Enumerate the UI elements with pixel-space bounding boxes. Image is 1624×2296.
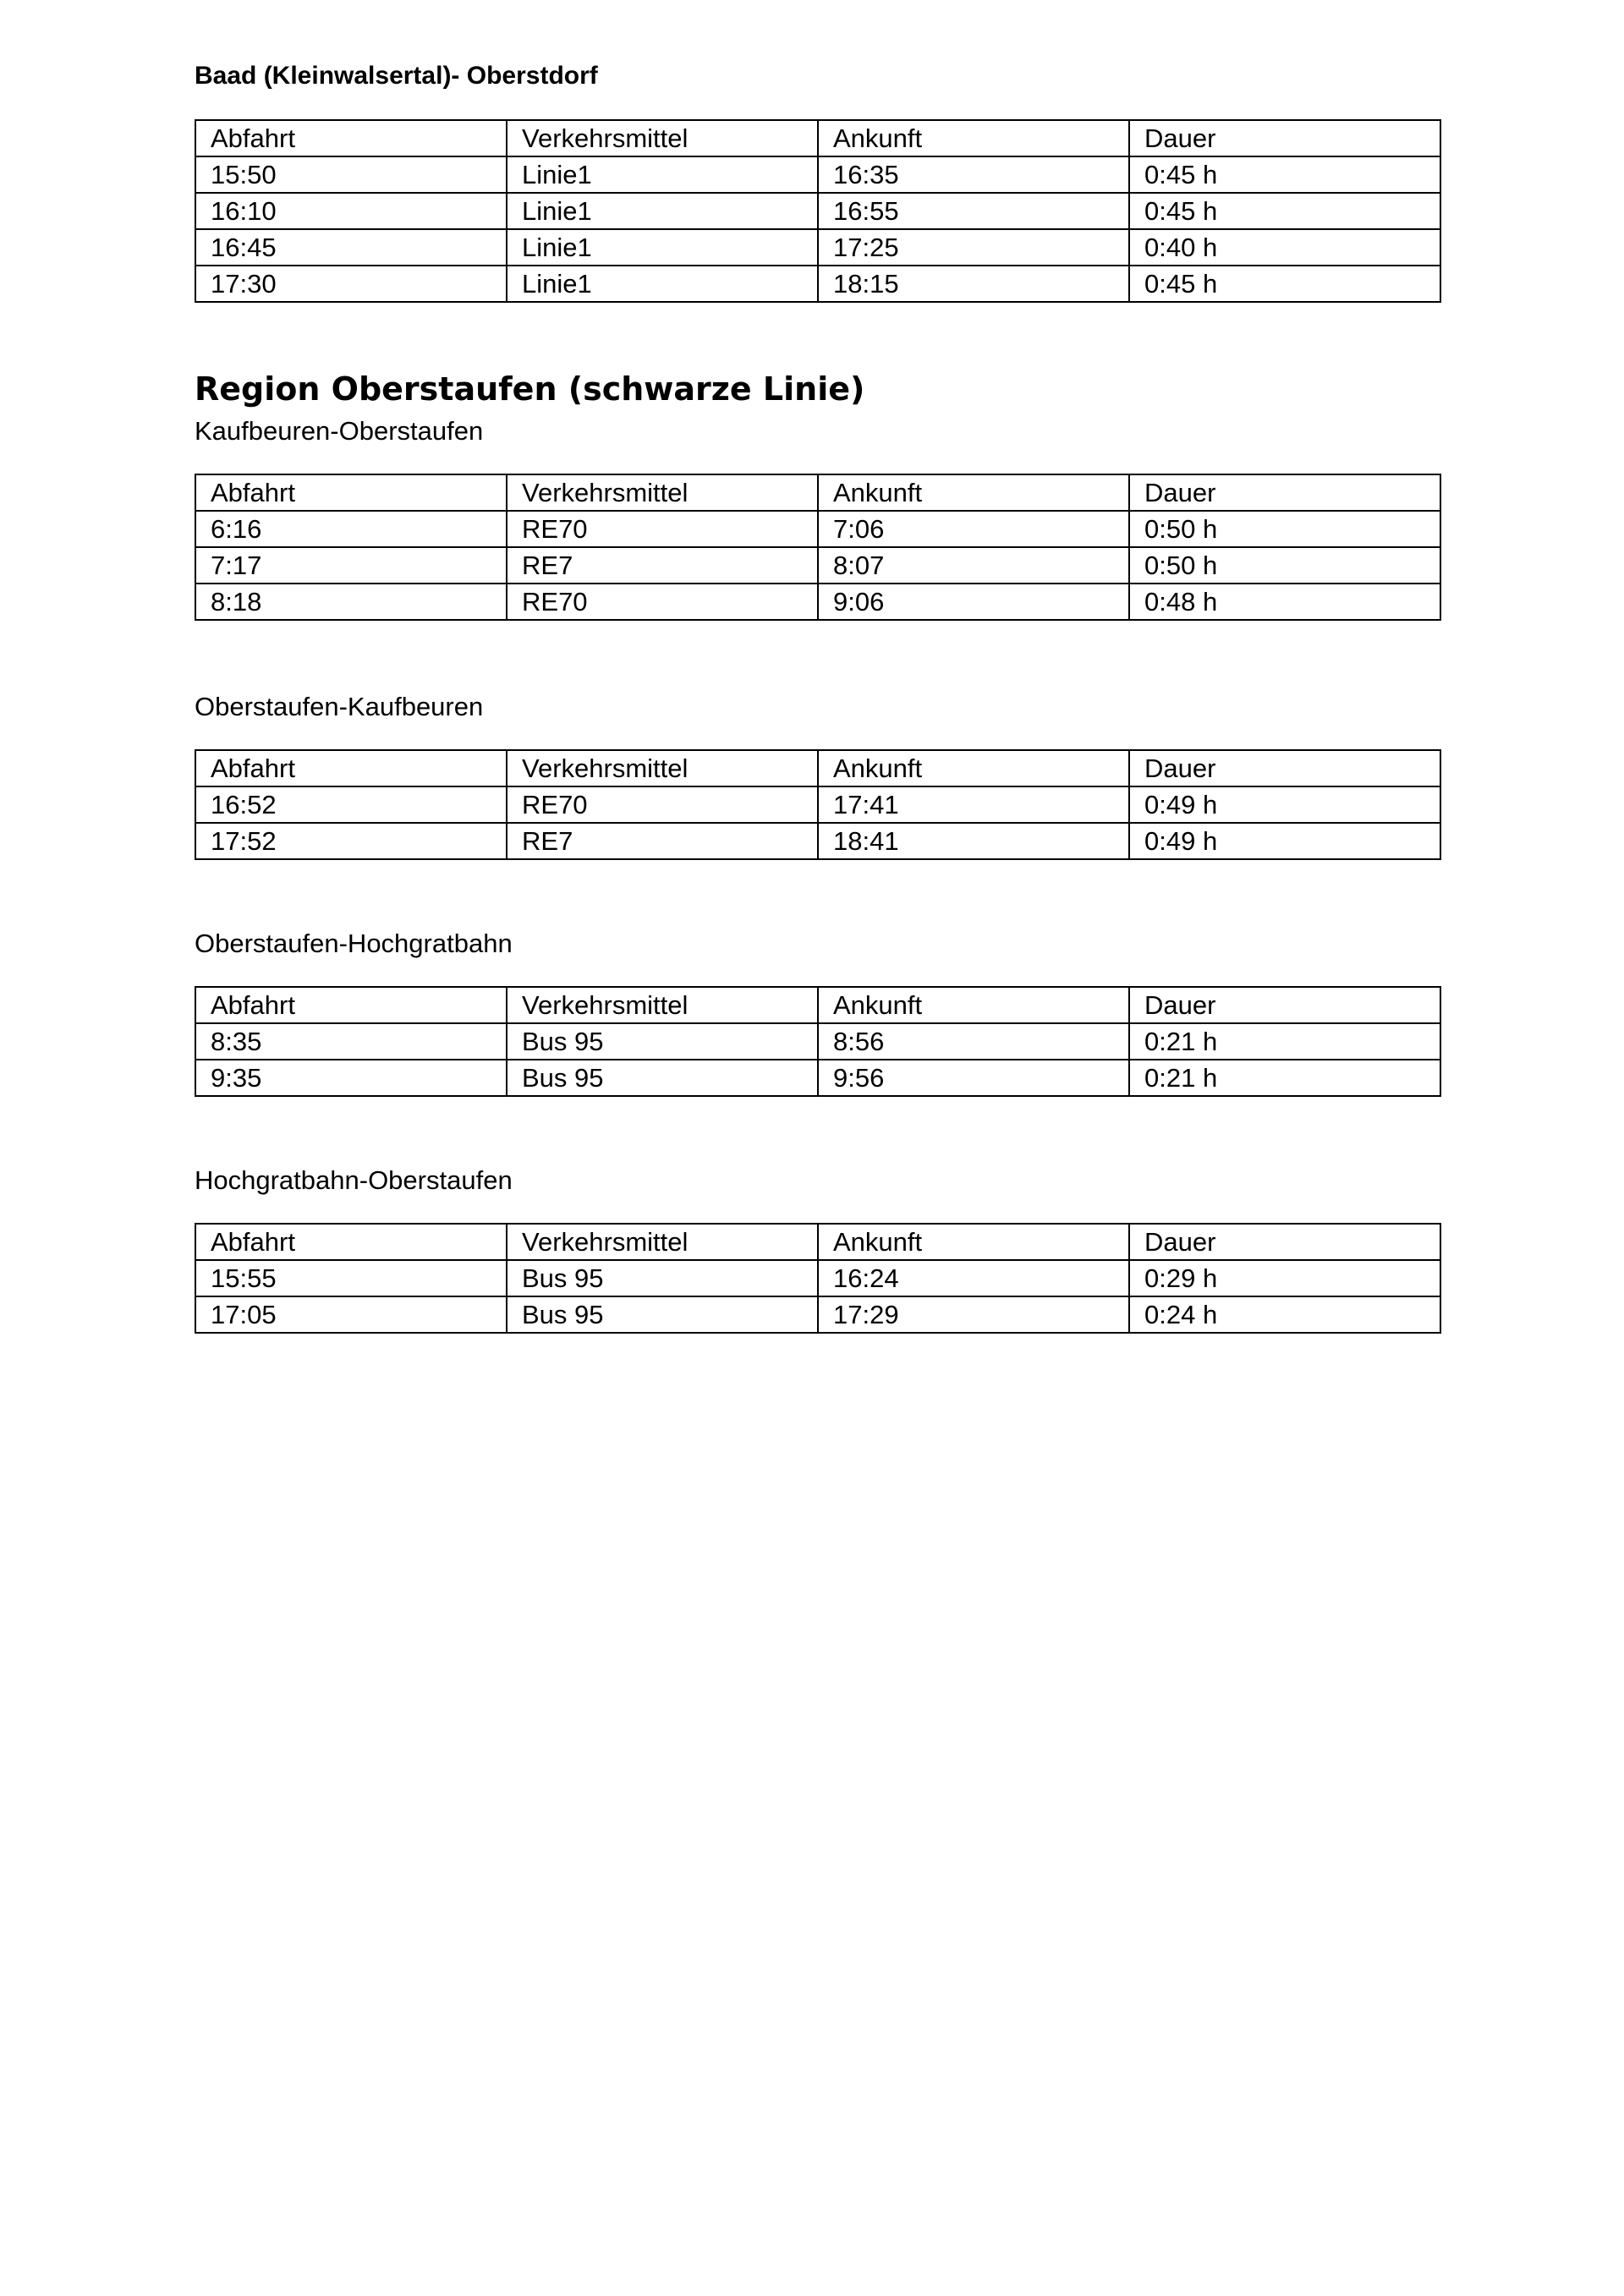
table-row [195, 1260, 1440, 1296]
table-cell: Bus 95 [507, 1296, 818, 1333]
header-cell-verkehrsmittel: Verkehrsmittel [507, 750, 818, 786]
table-cell: 8:35 [195, 1023, 507, 1060]
table-cell: 15:50 [195, 156, 507, 193]
table-cell: 16:24 [818, 1260, 1129, 1296]
table-row [195, 1296, 1440, 1333]
table-cell: 0:48 h [1129, 584, 1440, 620]
timetable-hochgratbahn-oberstaufen [195, 1223, 1441, 1334]
table-cell: 16:52 [195, 786, 507, 823]
table-row [195, 156, 1440, 193]
table-cell: 6:16 [195, 511, 507, 547]
table-cell: 9:06 [818, 584, 1129, 620]
table-cell: 17:52 [195, 823, 507, 859]
table-row [195, 547, 1440, 584]
table-row [195, 1023, 1440, 1060]
timetable-baad-oberstdorf [195, 119, 1441, 303]
table-cell: 18:15 [818, 266, 1129, 302]
table-cell: Bus 95 [507, 1023, 818, 1060]
table-cell: 0:49 h [1129, 823, 1440, 859]
table-row [195, 786, 1440, 823]
table-row [195, 266, 1440, 302]
table-cell: 16:10 [195, 193, 507, 229]
table-cell: RE70 [507, 584, 818, 620]
header-cell-dauer: Dauer [1129, 474, 1440, 511]
header-cell-ankunft: Ankunft [818, 750, 1129, 786]
header-cell-abfahrt: Abfahrt [195, 1224, 507, 1260]
header-cell-abfahrt: Abfahrt [195, 987, 507, 1023]
header-cell-ankunft: Ankunft [818, 474, 1129, 511]
table-header-row [195, 120, 1440, 156]
header-cell-dauer: Dauer [1129, 120, 1440, 156]
table-cell: Linie1 [507, 156, 818, 193]
header-cell-dauer: Dauer [1129, 987, 1440, 1023]
table-cell: 16:55 [818, 193, 1129, 229]
table-cell: 8:18 [195, 584, 507, 620]
timetable-kaufbeuren-oberstaufen [195, 474, 1441, 621]
table-cell: Bus 95 [507, 1060, 818, 1096]
section-title-oberstaufen-kaufbeuren: Oberstaufen-Kaufbeuren [195, 692, 484, 721]
table-cell: 17:30 [195, 266, 507, 302]
table-cell: 0:45 h [1129, 266, 1440, 302]
table-row [195, 193, 1440, 229]
header-cell-verkehrsmittel: Verkehrsmittel [507, 120, 818, 156]
header-cell-verkehrsmittel: Verkehrsmittel [507, 474, 818, 511]
header-cell-dauer: Dauer [1129, 750, 1440, 786]
table-cell: 0:29 h [1129, 1260, 1440, 1296]
table-cell: 8:56 [818, 1023, 1129, 1060]
table-cell: 16:35 [818, 156, 1129, 193]
table-cell: RE70 [507, 786, 818, 823]
header-cell-verkehrsmittel: Verkehrsmittel [507, 987, 818, 1023]
table-cell: 7:06 [818, 511, 1129, 547]
table-header-row [195, 474, 1440, 511]
table-cell: Linie1 [507, 229, 818, 266]
section-title-oberstaufen-hochgratbahn: Oberstaufen-Hochgratbahn [195, 929, 513, 958]
header-cell-abfahrt: Abfahrt [195, 120, 507, 156]
table-cell: 0:50 h [1129, 511, 1440, 547]
table-header-row [195, 750, 1440, 786]
table-cell: 9:56 [818, 1060, 1129, 1096]
table-cell: 15:55 [195, 1260, 507, 1296]
table-row [195, 823, 1440, 859]
table-header-row [195, 1224, 1440, 1260]
table-cell: 16:45 [195, 229, 507, 266]
table-cell: 17:29 [818, 1296, 1129, 1333]
table-cell: RE70 [507, 511, 818, 547]
region-heading: Region Oberstaufen (schwarze Linie) [195, 370, 865, 408]
header-cell-abfahrt: Abfahrt [195, 750, 507, 786]
header-cell-abfahrt: Abfahrt [195, 474, 507, 511]
table-cell: Linie1 [507, 193, 818, 229]
table-row [195, 229, 1440, 266]
table-cell: 0:45 h [1129, 193, 1440, 229]
table-header-row [195, 987, 1440, 1023]
table-row [195, 511, 1440, 547]
table-cell: 0:24 h [1129, 1296, 1440, 1333]
table-cell: 0:49 h [1129, 786, 1440, 823]
timetable-oberstaufen-kaufbeuren [195, 749, 1441, 860]
table-cell: 0:21 h [1129, 1023, 1440, 1060]
header-cell-ankunft: Ankunft [818, 1224, 1129, 1260]
section-title-kaufbeuren-oberstaufen: Kaufbeuren-Oberstaufen [195, 416, 484, 446]
timetable-oberstaufen-hochgratbahn [195, 986, 1441, 1097]
table-cell: 17:41 [818, 786, 1129, 823]
table-cell: 9:35 [195, 1060, 507, 1096]
header-cell-dauer: Dauer [1129, 1224, 1440, 1260]
table-cell: 8:07 [818, 547, 1129, 584]
table-cell: 17:05 [195, 1296, 507, 1333]
section-title-baad-oberstdorf: Baad (Kleinwalsertal)- Oberstdorf [195, 62, 598, 90]
table-cell: 17:25 [818, 229, 1129, 266]
table-cell: RE7 [507, 823, 818, 859]
table-cell: Linie1 [507, 266, 818, 302]
header-cell-ankunft: Ankunft [818, 120, 1129, 156]
table-cell: 0:45 h [1129, 156, 1440, 193]
table-cell: 18:41 [818, 823, 1129, 859]
table-cell: 0:50 h [1129, 547, 1440, 584]
table-cell: 0:40 h [1129, 229, 1440, 266]
header-cell-ankunft: Ankunft [818, 987, 1129, 1023]
table-cell: 7:17 [195, 547, 507, 584]
header-cell-verkehrsmittel: Verkehrsmittel [507, 1224, 818, 1260]
table-cell: Bus 95 [507, 1260, 818, 1296]
section-title-hochgratbahn-oberstaufen: Hochgratbahn-Oberstaufen [195, 1165, 513, 1195]
table-row [195, 1060, 1440, 1096]
table-cell: 0:21 h [1129, 1060, 1440, 1096]
table-cell: RE7 [507, 547, 818, 584]
table-row [195, 584, 1440, 620]
